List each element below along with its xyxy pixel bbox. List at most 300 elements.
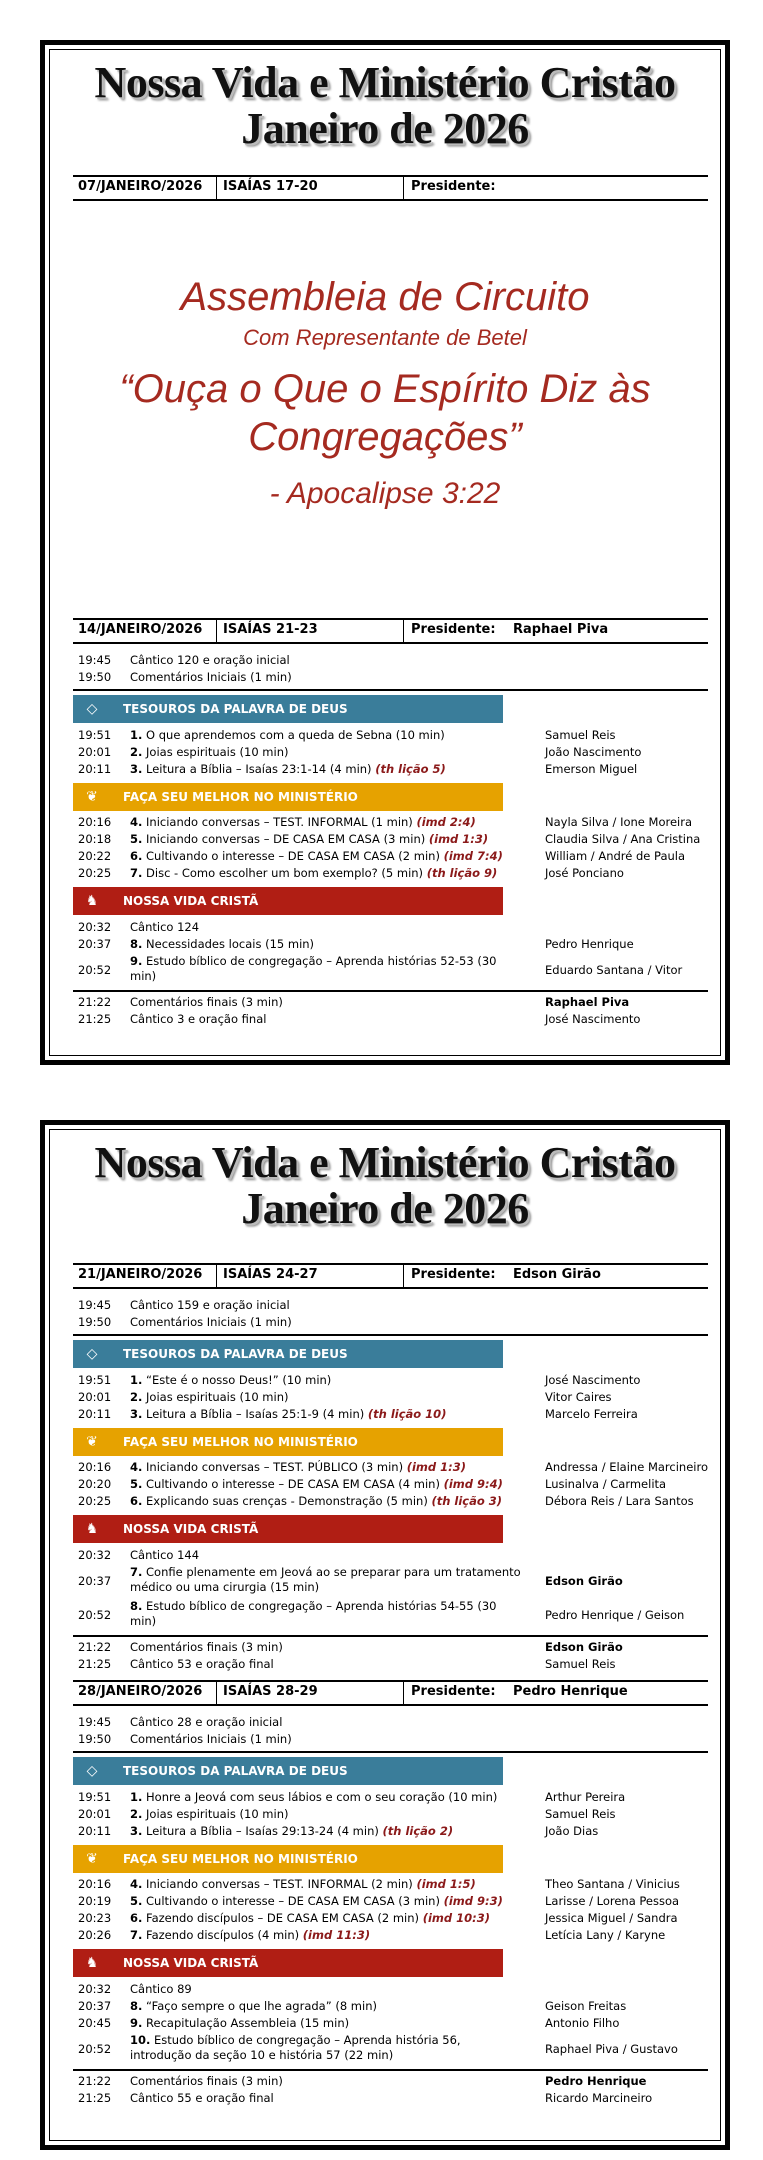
item-reference: (th lição 3) [431,1494,503,1508]
row-time: 21:25 [78,2091,112,2105]
assigned-person: Antonio Filho [545,2016,620,2030]
schedule-row [73,1407,708,1424]
row-time: 20:37 [78,937,112,951]
week-header [73,177,708,201]
row-item [130,1999,525,2014]
section-faca [73,783,503,811]
assigned-person: Ricardo Marcineiro [545,2091,653,2105]
section-tesouros [73,1340,503,1368]
wheat-icon: ❦ [86,1851,98,1867]
schedule-row [73,920,708,937]
row-item [130,1911,525,1926]
assigned-person: Nayla Silva / Ione Moreira [545,815,693,829]
item-text: Confie plenamente em Jeová ao se preparar para um tratamento médico ou uma cirurgia (15 min) [130,1565,521,1594]
item-number: 8. [130,937,143,951]
schedule-row [73,1460,708,1477]
diamond-icon: ◇ [86,701,98,717]
row-item [130,1824,525,1839]
row-time: 19:51 [78,1373,112,1387]
section-title: NOSSA VIDA CRISTÃ [123,1956,259,1970]
section-faca [73,1428,503,1456]
assigned-person: Pedro Henrique [545,937,634,951]
row-item [130,920,525,935]
row-item [130,849,525,864]
assembly-scripture: - Apocalipse 3:22 [269,477,501,510]
row-time: 20:37 [78,1574,112,1588]
row-item [130,1548,525,1563]
item-text: Disc - Como escolher um bom exemplo? (5 min) [146,866,424,880]
row-time: 20:52 [78,1608,112,1622]
schedule-row [73,1565,708,1597]
item-text: Explicando suas crenças - Demonstração (5 min) [146,1494,428,1508]
schedule-row [73,995,708,1012]
section-vida [73,1949,503,1977]
schedule-row [73,2091,708,2108]
item-number: 2. [130,1807,143,1821]
item-number: 4. [130,1460,143,1474]
section-faca [73,1845,503,1873]
row-item [130,1640,525,1655]
row-item [130,866,525,881]
row-time: 20:16 [78,815,112,829]
row-item [130,2033,525,2063]
item-text: Comentários finais (3 min) [130,1640,283,1654]
row-item [130,1565,525,1595]
president-name: Raphael Piva [513,622,609,637]
page-title-line1: Nossa Vida e Ministério Cristão [94,58,676,107]
item-reference: (imd 7:4) [443,849,503,863]
assigned-person: Edson Girão [545,1574,623,1588]
bible-reading: ISAÍAS 21-23 [223,622,318,637]
schedule-row [73,2016,708,2033]
section-title: FAÇA SEU MELHOR NO MINISTÉRIO [123,1435,358,1449]
assigned-person: Geison Freitas [545,1999,627,2013]
section-tesouros [73,1757,503,1785]
divider [216,620,217,642]
row-time: 19:50 [78,1315,112,1329]
row-item [130,1715,525,1730]
row-item [130,1982,525,1997]
schedule-row [73,1373,708,1390]
schedule-row [73,1824,708,1841]
header-top-line [73,618,708,620]
row-item [130,815,525,830]
assigned-person: Marcelo Ferreira [545,1407,638,1421]
schedule-row [73,2033,708,2065]
item-text: Necessidades locais (15 min) [146,937,315,951]
schedule-row [73,762,708,779]
assigned-person: José Nascimento [545,1373,641,1387]
page-title-line2: Janeiro de 2026 [241,104,529,153]
item-text: Cântico 144 [130,1548,200,1562]
separator-line [73,990,708,992]
item-reference: (th lição 10) [367,1407,447,1421]
schedule-page-2 [40,1120,730,2150]
row-time: 20:37 [78,1999,112,2013]
wheat-icon: ❦ [86,1434,98,1450]
schedule-row [73,1548,708,1565]
row-item [130,1407,525,1422]
assembly-subtitle: Com Representante de Betel [243,325,527,350]
row-time: 19:45 [78,1298,112,1312]
row-item [130,762,525,777]
row-item [130,2016,525,2031]
schedule-row [73,670,708,687]
item-number: 5. [130,832,143,846]
assigned-person: Samuel Reis [545,728,616,742]
header-top-line [73,1263,708,1265]
week-header [73,620,708,644]
divider [403,620,404,642]
row-time: 21:25 [78,1657,112,1671]
president-label: Presidente: [411,179,496,194]
item-text: Comentários Iniciais (1 min) [130,1732,292,1746]
schedule-row [73,937,708,954]
item-text: O que aprendemos com a queda de Sebna (10 min) [146,728,445,742]
assigned-person: Samuel Reis [545,1657,616,1671]
section-tesouros [73,695,503,723]
assigned-person: José Ponciano [545,866,624,880]
row-time: 20:45 [78,2016,112,2030]
assembly-theme-line1: “Ouça o Que o Espírito Diz às [119,367,651,411]
header-top-line [73,175,708,177]
assigned-person: William / André de Paula [545,849,686,863]
row-time: 21:22 [78,1640,112,1654]
header-top-line [73,1680,708,1682]
assigned-person: Theo Santana / Vinicius [545,1877,680,1891]
row-item [130,1732,525,1747]
item-text: Cântico 53 e oração final [130,1657,274,1671]
assigned-person: Claudia Silva / Ana Cristina [545,832,701,846]
week-header [73,1682,708,1706]
section-title: NOSSA VIDA CRISTÃ [123,1522,259,1536]
assigned-person: Pedro Henrique / Geison [545,1608,685,1622]
row-time: 19:51 [78,728,112,742]
schedule-row [73,1640,708,1657]
assigned-person: Letícia Lany / Karyne [545,1928,666,1942]
sheep-icon: ♞ [85,893,99,909]
row-item [130,2091,525,2106]
assigned-person: Jessica Miguel / Sandra [545,1911,678,1925]
row-time: 21:25 [78,1012,112,1026]
schedule-row [73,1807,708,1824]
item-text: Leitura a Bíblia – Isaías 25:1-9 (4 min) [146,1407,365,1421]
row-time: 20:20 [78,1477,112,1491]
item-text: “Faço sempre o que lhe agrada” (8 min) [146,1999,377,2013]
row-item [130,832,525,847]
separator-line [73,1751,708,1753]
week-date: 21/JANEIRO/2026 [78,1267,203,1282]
assigned-person: Eduardo Santana / Vitor [545,963,683,977]
row-item [130,1012,525,1027]
schedule-row [73,1494,708,1511]
item-text: Leitura a Bíblia – Isaías 29:13-24 (4 min) [146,1824,379,1838]
row-time: 19:51 [78,1790,112,1804]
item-text: Fazendo discípulos (4 min) [146,1928,300,1942]
row-time: 21:22 [78,2074,112,2088]
row-item [130,1599,525,1629]
item-number: 6. [130,849,143,863]
section-title: TESOUROS DA PALAVRA DE DEUS [123,1347,348,1361]
row-time: 20:01 [78,1390,112,1404]
row-time: 20:19 [78,1894,112,1908]
row-time: 20:22 [78,849,112,863]
row-time: 19:45 [78,653,112,667]
item-text: Estudo bíblico de congregação – Aprenda história 56, introdução da seção 10 e história 57 (22 min) [130,2033,461,2062]
row-time: 20:11 [78,1407,112,1421]
row-time: 20:25 [78,1494,112,1508]
item-text: Estudo bíblico de congregação – Aprenda histórias 54-55 (30 min) [130,1599,497,1628]
row-time: 20:16 [78,1877,112,1891]
section-title: TESOUROS DA PALAVRA DE DEUS [123,1764,348,1778]
assigned-person: Arthur Pereira [545,1790,626,1804]
row-item [130,1390,525,1405]
item-reference: (imd 9:3) [443,1894,503,1908]
schedule-row [73,866,708,883]
row-item [130,745,525,760]
row-time: 20:32 [78,1982,112,1996]
schedule-row [73,832,708,849]
item-number: 2. [130,745,143,759]
assigned-person: Débora Reis / Lara Santos [545,1494,694,1508]
row-time: 20:16 [78,1460,112,1474]
item-number: 8. [130,1999,143,2013]
item-text: Cultivando o interesse – DE CASA EM CASA (4 min) [146,1477,440,1491]
row-time: 20:01 [78,1807,112,1821]
row-time: 20:25 [78,866,112,880]
schedule-row [73,1298,708,1315]
assigned-person: Lusinalva / Carmelita [545,1477,667,1491]
bible-reading: ISAÍAS 28-29 [223,1684,318,1699]
row-item [130,1807,525,1822]
sheep-icon: ♞ [85,1955,99,1971]
row-time: 21:22 [78,995,112,1009]
divider [403,1682,404,1704]
schedule-row [73,1657,708,1674]
row-item [130,1460,525,1475]
row-time: 20:32 [78,1548,112,1562]
item-reference: (th lição 9) [426,866,498,880]
schedule-row [73,1894,708,1911]
item-text: Joias espirituais (10 min) [146,1807,289,1821]
row-time: 20:52 [78,2042,112,2056]
item-number: 8. [130,1599,143,1613]
section-title: FAÇA SEU MELHOR NO MINISTÉRIO [123,790,358,804]
item-reference: (imd 1:3) [428,832,489,846]
schedule-row [73,1928,708,1945]
item-text: Comentários finais (3 min) [130,995,283,1009]
item-reference: (imd 1:3) [406,1460,467,1474]
item-reference: (imd 1:5) [416,1877,476,1891]
row-time: 20:32 [78,920,112,934]
divider [403,1265,404,1287]
item-text: Cântico 3 e oração final [130,1012,267,1026]
assigned-person: Emerson Miguel [545,762,638,776]
item-text: Leitura a Bíblia – Isaías 23:1-14 (4 min) [146,762,372,776]
item-text: Fazendo discípulos – DE CASA EM CASA (2 min) [146,1911,420,1925]
item-number: 7. [130,1565,143,1579]
wheat-icon: ❦ [86,789,98,805]
bible-reading: ISAÍAS 17-20 [223,179,318,194]
item-number: 6. [130,1494,143,1508]
item-number: 7. [130,1928,143,1942]
item-number: 3. [130,1824,143,1838]
assigned-person: José Nascimento [545,1012,641,1026]
schedule-row [73,745,708,762]
week-date: 07/JANEIRO/2026 [78,179,203,194]
item-reference: (th lição 2) [382,1824,454,1838]
schedule-row [73,728,708,745]
week-date: 28/JANEIRO/2026 [78,1684,203,1699]
schedule-row [73,1790,708,1807]
item-text: Joias espirituais (10 min) [146,745,289,759]
schedule-row [73,1390,708,1407]
assigned-person: Edson Girão [545,1640,623,1654]
item-text: Cultivando o interesse – DE CASA EM CASA (3 min) [146,1894,440,1908]
row-time: 20:26 [78,1928,112,1942]
assigned-person: Andressa / Elaine Marcineiro [545,1460,708,1474]
item-text: Comentários Iniciais (1 min) [130,670,292,684]
schedule-row [73,1315,708,1332]
row-item [130,1315,525,1330]
row-item [130,670,525,685]
separator-line [73,2069,708,2071]
schedule-row [73,1599,708,1631]
schedule-row [73,1999,708,2016]
schedule-row [73,954,708,986]
assembly-theme-line2: Congregações” [248,415,522,459]
row-item [130,937,525,952]
section-title: FAÇA SEU MELHOR NO MINISTÉRIO [123,1852,358,1866]
schedule-page-1 [40,40,730,1065]
president-label: Presidente: [411,622,496,637]
item-number: 3. [130,762,143,776]
row-item [130,1877,525,1892]
item-number: 1. [130,728,143,742]
schedule-row [73,2074,708,2091]
assigned-person: Larisse / Lorena Pessoa [545,1894,680,1908]
item-number: 10. [130,2033,151,2047]
president-label: Presidente: [411,1684,496,1699]
row-item [130,1298,525,1313]
section-title: TESOUROS DA PALAVRA DE DEUS [123,702,348,716]
schedule-row [73,1911,708,1928]
diamond-icon: ◇ [86,1346,98,1362]
item-text: Cântico 120 e oração inicial [130,653,290,667]
item-text: Iniciando conversas – TEST. INFORMAL (1 min) [146,815,413,829]
page-title-line1: Nossa Vida e Ministério Cristão [94,1138,676,1187]
item-number: 6. [130,1911,143,1925]
section-vida [73,1515,503,1543]
row-time: 20:52 [78,963,112,977]
schedule-row [73,1877,708,1894]
schedule-row [73,1715,708,1732]
item-number: 9. [130,2016,143,2030]
schedule-row [73,1732,708,1749]
separator-line [73,1334,708,1336]
section-title: NOSSA VIDA CRISTÃ [123,894,259,908]
separator-line [73,1635,708,1637]
assigned-person: João Nascimento [545,745,642,759]
item-number: 5. [130,1894,143,1908]
row-item [130,1928,525,1943]
item-number: 5. [130,1477,143,1491]
schedule-row [73,849,708,866]
week-date: 14/JANEIRO/2026 [78,622,203,637]
row-item [130,728,525,743]
item-reference: (imd 2:4) [416,815,476,829]
divider [403,177,404,199]
divider [216,177,217,199]
item-number: 3. [130,1407,143,1421]
schedule-row [73,653,708,670]
item-number: 1. [130,1790,143,1804]
row-item [130,954,525,984]
item-text: Recapitulação Assembleia (15 min) [146,2016,350,2030]
item-reference: (imd 11:3) [302,1928,371,1942]
row-item [130,1494,525,1509]
item-number: 4. [130,1877,143,1891]
schedule-row [73,1012,708,1029]
row-time: 20:01 [78,745,112,759]
item-text: “Este é o nosso Deus!” (10 min) [146,1373,332,1387]
item-text: Iniciando conversas – TEST. INFORMAL (2 min) [146,1877,413,1891]
item-text: Iniciando conversas – TEST. PÚBLICO (3 min) [146,1460,404,1474]
president-name: Edson Girão [513,1267,601,1282]
divider [216,1682,217,1704]
item-text: Cultivando o interesse – DE CASA EM CASA (2 min) [146,849,440,863]
item-number: 4. [130,815,143,829]
item-text: Estudo bíblico de congregação – Aprenda histórias 52-53 (30 min) [130,954,497,983]
row-time: 19:45 [78,1715,112,1729]
item-number: 1. [130,1373,143,1387]
row-item [130,2074,525,2089]
row-item [130,1894,525,1909]
row-time: 20:11 [78,762,112,776]
item-text: Comentários finais (3 min) [130,2074,283,2088]
item-text: Comentários Iniciais (1 min) [130,1315,292,1329]
row-time: 20:11 [78,1824,112,1838]
bible-reading: ISAÍAS 24-27 [223,1267,318,1282]
item-text: Cântico 28 e oração inicial [130,1715,283,1729]
row-item [130,1477,525,1492]
sheep-icon: ♞ [85,1521,99,1537]
assigned-person: Raphael Piva [545,995,630,1009]
week-header [73,1265,708,1289]
assigned-person: Raphael Piva / Gustavo [545,2042,678,2056]
row-item [130,653,525,668]
item-text: Cântico 55 e oração final [130,2091,274,2105]
president-name: Pedro Henrique [513,1684,628,1699]
schedule-row [73,815,708,832]
item-text: Iniciando conversas – DE CASA EM CASA (3 min) [146,832,426,846]
assigned-person: Vitor Caires [545,1390,612,1404]
row-item [130,995,525,1010]
schedule-row [73,1982,708,1999]
item-number: 2. [130,1390,143,1404]
assembly-title: Assembleia de Circuito [180,275,590,319]
item-text: Honre a Jeová com seus lábios e com o seu coração (10 min) [146,1790,498,1804]
section-vida [73,887,503,915]
separator-line [73,689,708,691]
divider [216,1265,217,1287]
schedule-row [73,1477,708,1494]
assigned-person: João Dias [545,1824,599,1838]
item-text: Cântico 124 [130,920,200,934]
item-text: Cântico 159 e oração inicial [130,1298,290,1312]
item-number: 9. [130,954,143,968]
row-time: 19:50 [78,670,112,684]
